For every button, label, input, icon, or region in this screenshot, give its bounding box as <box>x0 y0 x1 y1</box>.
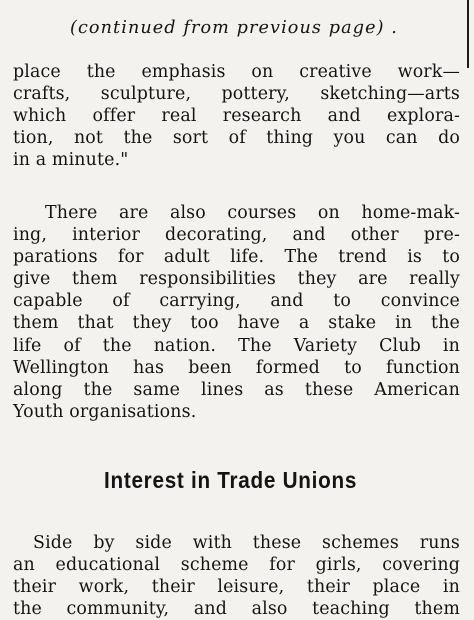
paragraph-1 <box>13 61 460 171</box>
section-heading: Interest in Trade Unions <box>104 467 358 493</box>
paragraph-3 <box>13 532 460 620</box>
continued-note: (continued from previous page) . <box>70 18 398 38</box>
text-line: Side by side with these schemes runs <box>33 533 460 553</box>
text-line: the community, and also teaching them <box>13 599 460 620</box>
column-rule <box>467 0 469 68</box>
text-line: along the same lines as these American <box>13 379 460 400</box>
text-line: Youth organisations. <box>13 401 197 422</box>
text-line: tion, not the sort of thing you can do <box>13 128 460 149</box>
text-line: There are also courses on home-mak- <box>45 203 460 223</box>
text-line: place the emphasis on creative work— <box>13 62 460 82</box>
text-line: them that they too have a stake in the <box>13 313 460 334</box>
text-line: Wellington has been formed to function <box>13 357 460 378</box>
text-line: give them responsibilities they are really <box>13 269 460 290</box>
text-line: their work, their leisure, their place in <box>13 577 460 598</box>
text-line: an educational scheme for girls, covering <box>13 555 460 576</box>
text-line: parations for adult life. The trend is to <box>13 247 460 268</box>
text-line: crafts, sculpture, pottery, sketching—arts <box>13 84 460 105</box>
text-line: capable of carrying, and to convince <box>13 291 460 312</box>
paragraph-2 <box>13 202 460 423</box>
text-line: in a minute." <box>13 150 129 171</box>
text-line: ing, interior decorating, and other pre- <box>13 225 460 246</box>
text-line: life of the nation. The Variety Club in <box>13 335 460 356</box>
text-line: which offer real research and explora- <box>13 106 460 127</box>
